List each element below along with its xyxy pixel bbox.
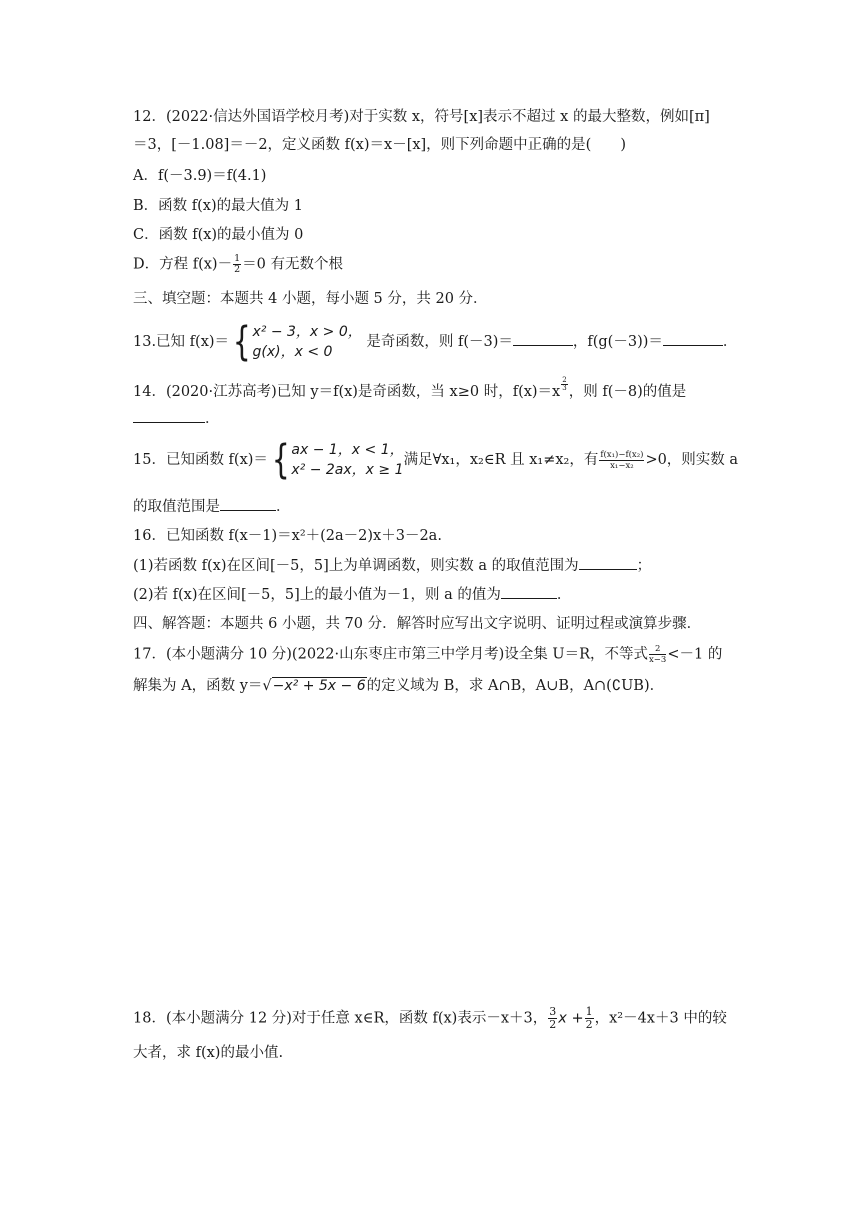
fraction-denominator: x−3 <box>649 655 667 665</box>
q13-case-2: g(x)，x < 0 <box>252 344 333 360</box>
q13-piecewise <box>229 319 362 365</box>
q14-line1-post: ，则 f(－8)的值是 <box>568 383 687 400</box>
q18-line1 <box>133 1006 727 1031</box>
fraction-numerator: 1 <box>585 1005 593 1018</box>
answer-blank[interactable] <box>579 555 637 570</box>
fraction-denominator: x₁−x₂ <box>610 460 634 471</box>
answer-blank[interactable] <box>663 331 723 346</box>
q15-case-1: ax − 1，x < 1， <box>291 442 404 458</box>
fraction-denominator: 2 <box>234 264 241 275</box>
q18-line1-post: ，x²－4x＋3 中的较 <box>594 1010 727 1027</box>
q15-fraction <box>599 450 644 471</box>
q17-line1-post: <－1 的 <box>667 646 723 663</box>
q18-mid: x + <box>558 1010 584 1027</box>
section-3-heading: 三、填空题：本题共 4 小题，每小题 5 分，共 20 分． <box>133 291 488 307</box>
fraction-numerator: 3 <box>549 1005 557 1018</box>
q17-line1 <box>133 644 722 665</box>
q16-part2 <box>133 584 571 605</box>
fraction-denominator: 2 <box>549 1018 557 1031</box>
q12-option-d-post: ＝0 有无数个根 <box>242 256 343 273</box>
q14-line2 <box>133 408 220 429</box>
q17-line2-pre: 解集为 A，函数 y＝ <box>133 678 263 694</box>
sqrt-sign: √ <box>262 678 272 694</box>
q12-option-d-fraction <box>233 254 241 275</box>
q12-option-a: A．f(－3.9)＝f(4.1) <box>133 168 267 184</box>
fraction-numerator: 1 <box>234 253 241 264</box>
q17-line1-pre: 17．(本小题满分 10 分)(2022·山东枣庄市第三中学月考)设全集 U＝R，不等式 <box>133 646 649 663</box>
q17-radicand: −x² + 5x − 6 <box>272 678 366 694</box>
q14-exponent <box>561 377 567 392</box>
fraction-numerator: 2 <box>562 376 567 384</box>
q13-pre: 13.已知 f(x)＝ <box>133 334 230 350</box>
q15-mid: 满足∀x₁，x₂∈R 且 x₁≠x₂，有 <box>403 452 599 468</box>
fraction-numerator: 2 <box>649 644 666 655</box>
fraction-denominator: 3 <box>562 384 567 392</box>
q16-part1 <box>133 555 651 576</box>
q16-part1-text: (1)若函数 f(x)在区间[－5，5]上为单调函数，则实数 a 的取值范围为 <box>133 558 579 574</box>
q16-part1-end: ； <box>636 558 652 574</box>
fraction-numerator: f(x₁)−f(x₂) <box>600 449 644 460</box>
q18-line1-pre: 18．(本小题满分 12 分)对于任意 x∈R，函数 f(x)表示－x＋3， <box>133 1010 548 1027</box>
q18-line2: 大者，求 f(x)的最小值. <box>133 1045 284 1061</box>
q12-option-c: C．函数 f(x)的最小值为 0 <box>133 227 304 243</box>
q17-line2 <box>133 676 664 696</box>
q12-option-d <box>133 254 343 275</box>
q14-line1 <box>133 377 686 402</box>
q18-fraction-1 <box>548 1006 557 1031</box>
q13-end: ． <box>722 334 738 350</box>
q18-fraction-2 <box>585 1006 594 1031</box>
answer-blank[interactable] <box>513 331 573 346</box>
q17-line2-post: 的定义域为 B，求 A∩B，A∪B，A∩(∁UB)． <box>366 678 665 694</box>
q14-line1-pre: 14．(2020·江苏高考)已知 y＝f(x)是奇函数，当 x≥0 时，f(x)＝x <box>133 383 561 400</box>
q14-line2-end: ． <box>205 411 220 427</box>
q12-option-b: B．函数 f(x)的最大值为 1 <box>133 198 303 214</box>
answer-blank[interactable] <box>501 584 557 599</box>
q15-post: >0，则实数 a <box>645 452 739 468</box>
q12-option-d-pre: D．方程 f(x)－ <box>133 256 233 273</box>
q12-line1: 12．(2022·信达外国语学校月考)对于实数 x，符号[x]表示不超过 x 的最大整数，例如[π] <box>133 109 710 125</box>
brace-glyph: { <box>232 319 251 365</box>
q13-mid: 是奇函数，则 f(－3)＝ <box>366 334 513 350</box>
section-4-heading: 四、解答题：本题共 6 小题，共 70 分．解答时应写出文字说明、证明过程或演算步骤． <box>133 616 702 632</box>
q13 <box>133 319 738 365</box>
answer-blank[interactable] <box>220 496 276 511</box>
q16-stem: 16．已知函数 f(x－1)＝x²＋(2a－2)x＋3－2a. <box>133 528 442 544</box>
q15-case-2: x² − 2ax，x ≥ 1 <box>291 462 404 478</box>
q13-mid2: ，f(g(－3))＝ <box>572 334 663 350</box>
q12-line2: ＝3，[－1.08]＝－2，定义函数 f(x)＝x－[x]，则下列命题中正确的是( ) <box>133 137 626 153</box>
answer-blank[interactable] <box>133 408 205 423</box>
brace-glyph: { <box>271 437 290 483</box>
q16-part2-text: (2)若 f(x)在区间[－5，5]上的最小值为－1，则 a 的值为 <box>133 587 501 603</box>
q15-line2-text: 的取值范围是 <box>133 499 220 515</box>
q15-piecewise <box>268 437 404 483</box>
q17-fraction <box>649 644 666 665</box>
q15-line2-end: ． <box>276 499 291 515</box>
q15-pre: 15．已知函数 f(x)＝ <box>133 452 268 468</box>
q13-case-1: x² − 3，x > 0， <box>252 324 362 340</box>
fraction-denominator: 2 <box>585 1018 593 1031</box>
q15-line1 <box>133 437 739 483</box>
q16-part2-end: ． <box>556 587 572 603</box>
q15-line2 <box>133 496 291 517</box>
